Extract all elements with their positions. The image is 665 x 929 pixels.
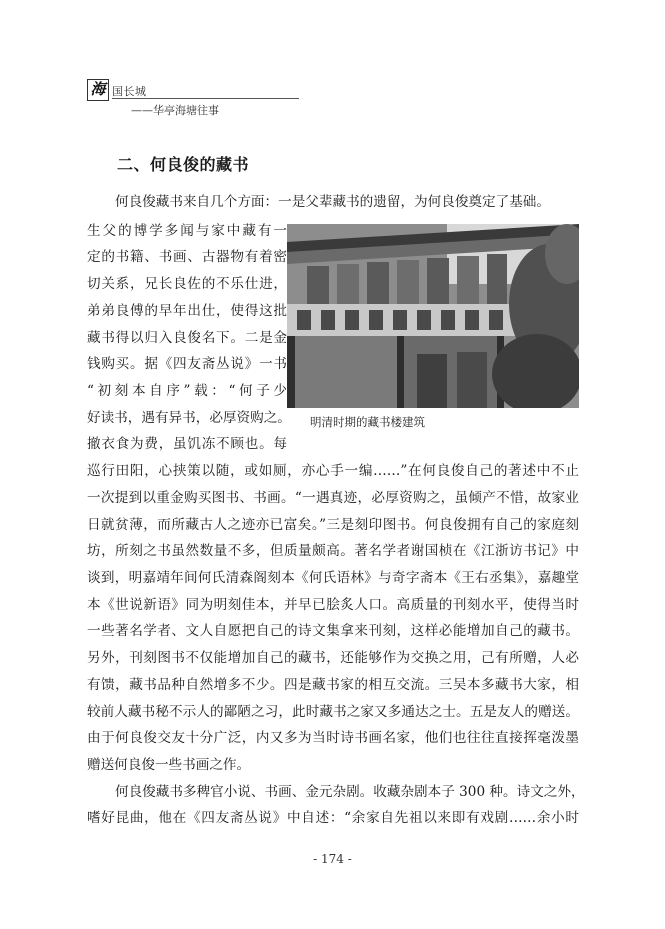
text-line: 坊，所刻之书虽然数量不多，但质量颇高。著名学者谢国桢在《江浙访书记》中 (87, 543, 579, 559)
header-divider (112, 98, 299, 99)
text-line: 切关系，兄长良佐的不乐仕进， (87, 276, 287, 292)
text-line: 一些著名学者、文人自愿把自己的诗文集拿来刊刻，这样必能增加自己的藏书。 (87, 623, 579, 639)
book-subtitle: ——华亭海塘往事 (131, 104, 219, 117)
text-line: 本《世说新语》同为明刻佳本，并早已脍炙人口。高质量的刊刻水平，使得当时 (87, 597, 579, 613)
text-line: 谈到，明嘉靖年间何氏清森阁刻本《何氏语林》与奇字斋本《王右丞集》，嘉趣堂 (87, 570, 579, 586)
text-line: 由于何良俊交友十分广泛，内又多为当时诗书画名家，他们也往往直接挥毫泼墨 (87, 730, 579, 746)
running-header (87, 79, 299, 115)
text-line: 生父的博学多闻与家中藏有一 (87, 223, 287, 239)
text-line: 一次提到以重金购买图书、书画。“一遇真迹，必厚资购之，虽倾产不惜，故家业 (87, 490, 579, 506)
text-line: 嗜好昆曲，他在《四友斋丛说》中自述：“余家自先祖以来即有戏剧……余小时 (87, 810, 579, 826)
photo-caption: 明清时期的藏书楼建筑 (310, 415, 425, 429)
text-line: 日就贫薄，而所藏古人之迹亦已富矣。”三是刻印图书。何良俊拥有自己的家庭刻 (87, 517, 579, 533)
text-line: 何良俊藏书多稗官小说、书画、金元杂剧。收藏杂剧本子 300 种。诗文之外， (115, 784, 585, 800)
text-line: 弟弟良傅的早年出仕，使得这批 (87, 303, 287, 319)
series-title: 国长城 (112, 85, 147, 98)
text-line: 定的书籍、书画、古器物有着密 (87, 249, 287, 265)
series-logo: 海 (87, 79, 109, 101)
text-line: 赠送何良俊一些书画之作。 (87, 757, 251, 773)
page-number: - 174 - (313, 852, 352, 866)
text-line: 钱购买。据《四友斋丛说》一书 (87, 356, 287, 372)
text-line: 藏书得以归入良俊名下。二是金 (87, 330, 287, 346)
text-line: 较前人藏书秘不示人的鄙陋之习，此时藏书之家又多通达之士。五是友人的赠送。 (87, 704, 579, 720)
text-line: 巡行田阳，心挟策以随，或如厕，亦心手一编……”在何良俊自己的著述中不止 (87, 463, 579, 479)
building-photo-icon (287, 224, 579, 408)
text-line: 好读书，遇有异书，必厚资购之。 (87, 410, 291, 426)
text-line: 另外，刊刻图书不仅能增加自己的藏书，还能够作为交换之用，己有所赠，人必 (87, 650, 579, 666)
text-line: 撤衣食为费，虽饥冻不顾也。每 (87, 436, 287, 452)
section-heading: 二、何良俊的藏书 (117, 155, 250, 174)
text-line: 何良俊藏书来自几个方面：一是父辈藏书的遗留，为何良俊奠定了基础。 (115, 194, 550, 210)
building-photo (287, 224, 579, 408)
text-line: 有馈，藏书品种自然增多不少。四是藏书家的相互交流。三吴本多藏书大家，相 (87, 677, 579, 693)
text-line: “初刻本自序”载：“何子少 (87, 383, 287, 399)
